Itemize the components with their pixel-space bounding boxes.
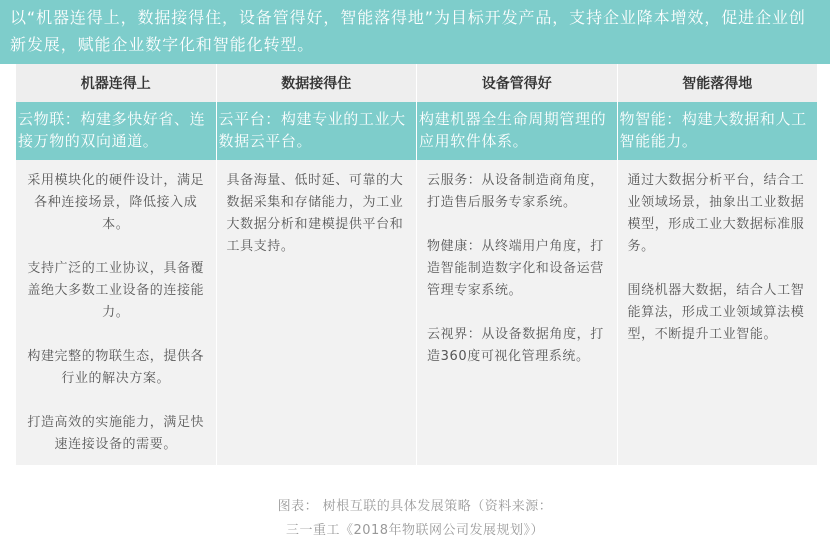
highlight-row (16, 102, 817, 160)
column-header: 智能落得地 (682, 76, 753, 92)
detail-paragraph: 打造高效的实施能力，满足快速连接设备的需要。 (27, 415, 205, 452)
table-header-row (16, 64, 817, 102)
intro-banner: 以“机器连得上，数据接得住，设备管得好，智能落得地”为目标开发产品，支持企业降本增效，促进企业创新发展，赋能企业数字化和智能化转型。 (0, 0, 830, 64)
highlight-cell: 构建机器全生命周期管理的应用软件体系。 (417, 102, 618, 160)
column-header: 机器连得上 (16, 64, 217, 102)
detail-paragraph: 围绕机器大数据，结合人工智能算法，形成工业领域算法模型，不断提升工业智能。 (627, 283, 805, 342)
detail-paragraph: 云视界：从设备数据角度，打造360度可视化管理系统。 (427, 327, 604, 364)
caption-line: 三一重工《2018年物联网公司发展规划》） (285, 523, 545, 538)
detail-paragraph: 支持广泛的工业协议，具备覆盖绝大多数工业设备的连接能力。 (27, 261, 205, 320)
detail-paragraph: 云服务：从设备制造商角度，打造售后服务专家系统。 (427, 173, 604, 210)
strategy-table (16, 64, 817, 465)
detail-cell-intelligence (618, 160, 818, 465)
detail-paragraph: 采用模块化的硬件设计，满足各种连接场景，降低接入成本。 (27, 173, 205, 232)
column-header: 设备管得好 (417, 64, 618, 102)
detail-paragraph: 具备海量、低时延、可靠的大数据采集和存储能力，为工业大数据分析和建模提供平台和工具支持。 (226, 173, 404, 254)
highlight-cell: 云平台：构建专业的工业大数据云平台。 (217, 102, 418, 160)
highlight-cell: 物智能：构建大数据和人工智能能力。 (619, 110, 807, 150)
column-header: 数据接得住 (217, 64, 418, 102)
detail-row (16, 160, 817, 465)
caption-line: 图表： 树根互联的具体发展策略（资料来源： (277, 499, 553, 514)
detail-cell-data (217, 160, 418, 465)
detail-paragraph: 构建完整的物联生态，提供各行业的解决方案。 (27, 349, 205, 386)
detail-cell-connect (16, 160, 217, 465)
detail-paragraph: 物健康：从终端用户角度，打造智能制造数字化和设备运营管理专家系统。 (427, 239, 604, 298)
figure-caption (0, 495, 830, 543)
detail-cell-manage (417, 160, 618, 465)
highlight-cell: 云物联：构建多快好省、连接万物的双向通道。 (16, 102, 217, 160)
detail-paragraph: 通过大数据分析平台，结合工业领域场景，抽象出工业数据模型，形成工业大数据标准服务。 (627, 173, 805, 254)
